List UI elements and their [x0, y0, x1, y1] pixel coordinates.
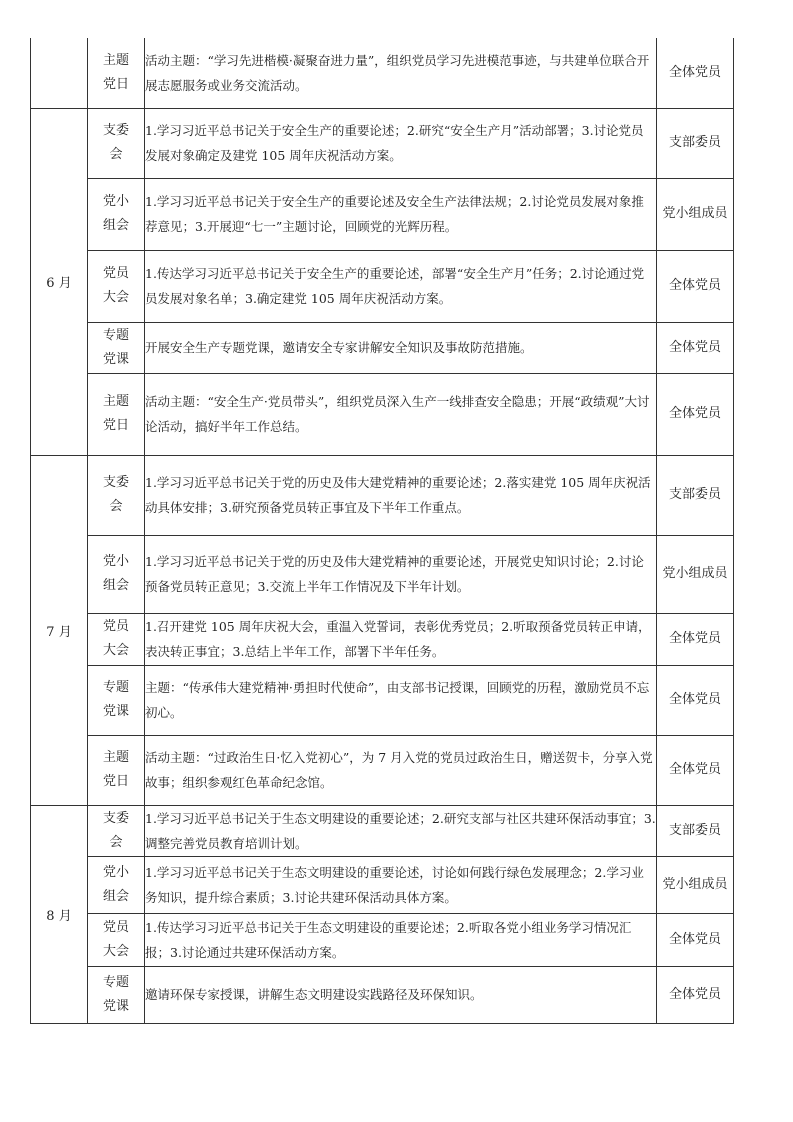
- activity-plan-table: [30, 38, 734, 1024]
- month-cell: 8 月: [31, 805, 88, 1023]
- table-row: [31, 613, 734, 665]
- participants-cell: 全体党员: [657, 966, 734, 1023]
- participants-cell: 全体党员: [657, 38, 734, 108]
- meeting-type-cell: 党小 组会: [88, 535, 145, 613]
- table-row: [31, 38, 734, 108]
- content-cell: 1.学习习近平总书记关于安全生产的重要论述；2.研究“安全生产月”活动部署；3.讨论党员发展对象确定及建党 105 周年庆祝活动方案。: [145, 108, 657, 178]
- content-cell: 1.学习习近平总书记关于生态文明建设的重要论述；2.研究支部与社区共建环保活动事宜；3.调整完善党员教育培训计划。: [145, 805, 657, 856]
- table-row: [31, 665, 734, 735]
- content-cell: 1.学习习近平总书记关于党的历史及伟大建党精神的重要论述，开展党史知识讨论；2.讨论预备党员转正意见；3.交流上半年工作情况及下半年计划。: [145, 535, 657, 613]
- table-row: [31, 856, 734, 913]
- table-row: [31, 455, 734, 535]
- table-row: [31, 805, 734, 856]
- meeting-type-cell: 支委 会: [88, 455, 145, 535]
- meeting-type-cell: 主题 党日: [88, 373, 145, 455]
- table-row: [31, 250, 734, 322]
- meeting-type-cell: 党员 大会: [88, 913, 145, 966]
- activity-plan-body: [31, 38, 734, 1023]
- meeting-type-cell: 支委 会: [88, 108, 145, 178]
- content-cell: 邀请环保专家授课，讲解生态文明建设实践路径及环保知识。: [145, 966, 657, 1023]
- meeting-type-cell: 党小 组会: [88, 856, 145, 913]
- table-row: [31, 373, 734, 455]
- table-row: [31, 322, 734, 373]
- content-cell: 1.召开建党 105 周年庆祝大会，重温入党誓词，表彰优秀党员；2.听取预备党员转正申请，表决转正事宜；3.总结上半年工作，部署下半年任务。: [145, 613, 657, 665]
- content-cell: 1.学习习近平总书记关于安全生产的重要论述及安全生产法律法规；2.讨论党员发展对象推荐意见；3.开展迎“七一”主题讨论，回顾党的光辉历程。: [145, 178, 657, 250]
- table-row: [31, 966, 734, 1023]
- month-cell: [31, 38, 88, 108]
- content-cell: 1.传达学习习近平总书记关于生态文明建设的重要论述；2.听取各党小组业务学习情况汇报；3.讨论通过共建环保活动方案。: [145, 913, 657, 966]
- content-cell: 活动主题：“过政治生日·忆入党初心”，为 7 月入党的党员过政治生日，赠送贺卡，分享入党故事；组织参观红色革命纪念馆。: [145, 735, 657, 805]
- content-cell: 活动主题：“安全生产·党员带头”，组织党员深入生产一线排查安全隐患；开展“政绩观”大讨论活动，搞好半年工作总结。: [145, 373, 657, 455]
- participants-cell: 支部委员: [657, 805, 734, 856]
- table-row: [31, 535, 734, 613]
- participants-cell: 支部委员: [657, 108, 734, 178]
- meeting-type-cell: 专题 党课: [88, 322, 145, 373]
- meeting-type-cell: 专题 党课: [88, 966, 145, 1023]
- participants-cell: 全体党员: [657, 613, 734, 665]
- participants-cell: 全体党员: [657, 665, 734, 735]
- table-row: [31, 735, 734, 805]
- participants-cell: 党小组成员: [657, 535, 734, 613]
- participants-cell: 全体党员: [657, 913, 734, 966]
- month-cell: 7 月: [31, 455, 88, 805]
- meeting-type-cell: 支委 会: [88, 805, 145, 856]
- participants-cell: 全体党员: [657, 250, 734, 322]
- table-row: [31, 913, 734, 966]
- participants-cell: 全体党员: [657, 735, 734, 805]
- participants-cell: 党小组成员: [657, 178, 734, 250]
- participants-cell: 全体党员: [657, 373, 734, 455]
- table-row: [31, 108, 734, 178]
- content-cell: 活动主题：“学习先进楷模·凝聚奋进力量”，组织党员学习先进模范事迹，与共建单位联合开展志愿服务或业务交流活动。: [145, 38, 657, 108]
- content-cell: 开展安全生产专题党课，邀请安全专家讲解安全知识及事故防范措施。: [145, 322, 657, 373]
- participants-cell: 党小组成员: [657, 856, 734, 913]
- participants-cell: 全体党员: [657, 322, 734, 373]
- meeting-type-cell: 主题 党日: [88, 38, 145, 108]
- content-cell: 1.学习习近平总书记关于生态文明建设的重要论述，讨论如何践行绿色发展理念；2.学习业务知识，提升综合素质；3.讨论共建环保活动具体方案。: [145, 856, 657, 913]
- table-row: [31, 178, 734, 250]
- participants-cell: 支部委员: [657, 455, 734, 535]
- meeting-type-cell: 党小 组会: [88, 178, 145, 250]
- content-cell: 1.学习习近平总书记关于党的历史及伟大建党精神的重要论述；2.落实建党 105 周年庆祝活动具体安排；3.研究预备党员转正事宜及下半年工作重点。: [145, 455, 657, 535]
- month-cell: 6 月: [31, 108, 88, 455]
- meeting-type-cell: 党员 大会: [88, 250, 145, 322]
- content-cell: 1.传达学习习近平总书记关于安全生产的重要论述，部署“安全生产月”任务；2.讨论通过党员发展对象名单；3.确定建党 105 周年庆祝活动方案。: [145, 250, 657, 322]
- meeting-type-cell: 专题 党课: [88, 665, 145, 735]
- meeting-type-cell: 主题 党日: [88, 735, 145, 805]
- meeting-type-cell: 党员 大会: [88, 613, 145, 665]
- content-cell: 主题：“传承伟大建党精神·勇担时代使命”，由支部书记授课，回顾党的历程，激励党员不忘初心。: [145, 665, 657, 735]
